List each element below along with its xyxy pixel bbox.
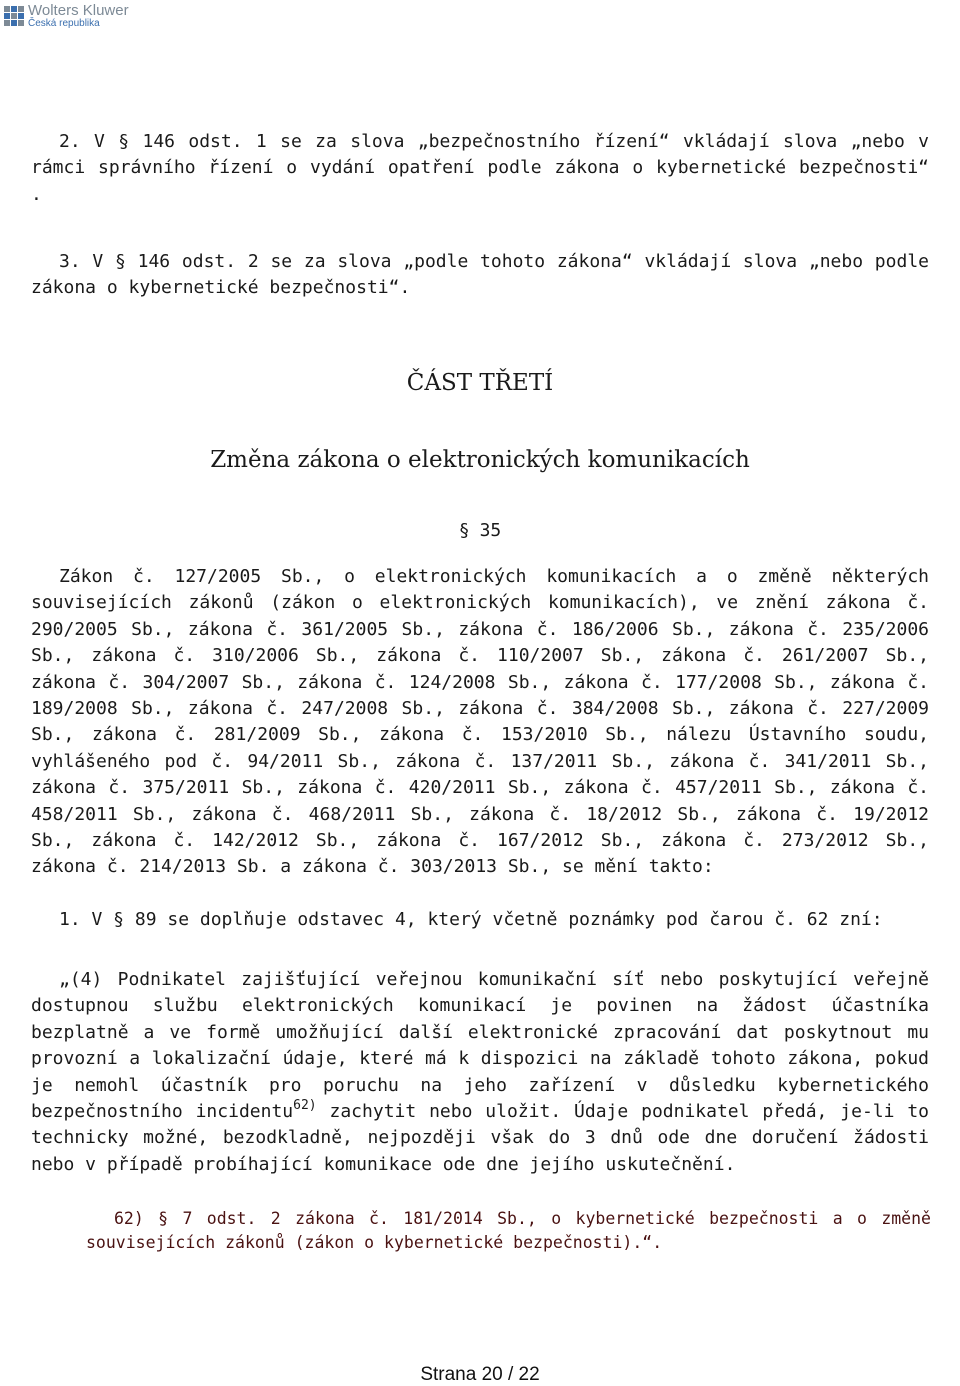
section-sign: § xyxy=(458,520,470,541)
brand-name: Wolters Kluwer xyxy=(28,2,129,19)
brand-subtitle: Česká republika xyxy=(28,18,100,29)
section-heading xyxy=(0,520,960,541)
section-number: 35 xyxy=(479,520,502,541)
footnote-reference[interactable]: 62) xyxy=(293,1098,317,1114)
change-point-1: 1. V § 89 se doplňuje odstavec 4, který včetně poznámky pod čarou č. 62 zní: xyxy=(59,909,883,930)
point-3: 3. V § 146 odst. 2 se za slova „podle tohoto zákona“ vkládají slova „nebo podle zákona o kybernetické bezpečnosti“. xyxy=(31,251,929,299)
footnote-62: 62) § 7 odst. 2 zákona č. 181/2014 Sb., o kybernetické bezpečnosti a o změně souvisejících zákonů (zákon o kybernetické bezpečnosti).“. xyxy=(86,1209,931,1252)
amendment-intro: Zákon č. 127/2005 Sb., o elektronických komunikacích a o změně některých souvisejících zákonů (zákon o elektronických komunikacích), ve znění zákona č. 290/2005 Sb., zákona č. 361/2005 Sb., zákona č. 186/2006 Sb., zákona č. 235/2006 Sb., zákona č. 310/2006 Sb., zákona č. 110/2007 Sb., zákona č. 261/2007 Sb., zákona č. 304/2007 Sb., zákona č. 124/2008 Sb., zákona č. 177/2008 Sb., zákona č. 189/2008 Sb., zákona č. 247/2008 Sb., zákona č. 384/2008 Sb., zákona č. 227/2009 Sb., zákona č. 281/2009 Sb., zákona č. 153/2010 Sb., nálezu Ústavního soudu, vyhlášeného pod č. 94/2011 Sb., zákona č. 137/2011 Sb., zákona č. 341/2011 Sb., zákona č. 375/2011 Sb., zákona č. 420/2011 Sb., zákona č. 457/2011 Sb., zákona č. 458/2011 Sb., zákona č. 468/2011 Sb., zákona č. 18/2012 Sb., zákona č. 19/2012 Sb., zákona č. 142/2012 Sb., zákona č. 167/2012 Sb., zákona č. 273/2012 Sb., zákona č. 214/2013 Sb. a zákona č. 303/2013 Sb., se mění takto: xyxy=(31,566,929,878)
wolters-kluwer-logo-icon xyxy=(4,6,24,26)
act-title: Změna zákona o elektronických komunikacích xyxy=(210,447,750,473)
publisher-logo xyxy=(4,3,129,29)
part-title: ČÁST TŘETÍ xyxy=(406,370,554,396)
quoted-text-start: „(4) Podnikatel zajišťující veřejnou komunikační síť nebo poskytující veřejně dostupnou službu elektronických komunikací je povinen na žádost účastníka bezplatně a ve formě umožňující další elektronické zpracování dat poskytnout mu provozní a lokalizační údaje, které má k dispozici na základě tohoto zákona, pokud je nemohl účastník pro poruchu na jeho zařízení v důsledku kybernetického bezpečnostního incidentu xyxy=(31,969,929,1123)
quoted-text-end: zachytit nebo uložit. Údaje podnikatel předá, je-li to technicky možné, bezodkladně, nejpozději však do 3 dnů ode dne doručení žádosti nebo v případě probíhající komunikace ode dne jejího uskutečnění. xyxy=(31,1101,930,1175)
quoted-paragraph xyxy=(31,967,929,1178)
point-2: 2. V § 146 odst. 1 se za slova „bezpečnostního řízení“ vkládají slova „nebo v rámci správního řízení o vydání opatření podle zákona o kybernetické bezpečnosti“ . xyxy=(31,131,929,205)
page-number: Strana 20 / 22 xyxy=(420,1364,540,1385)
